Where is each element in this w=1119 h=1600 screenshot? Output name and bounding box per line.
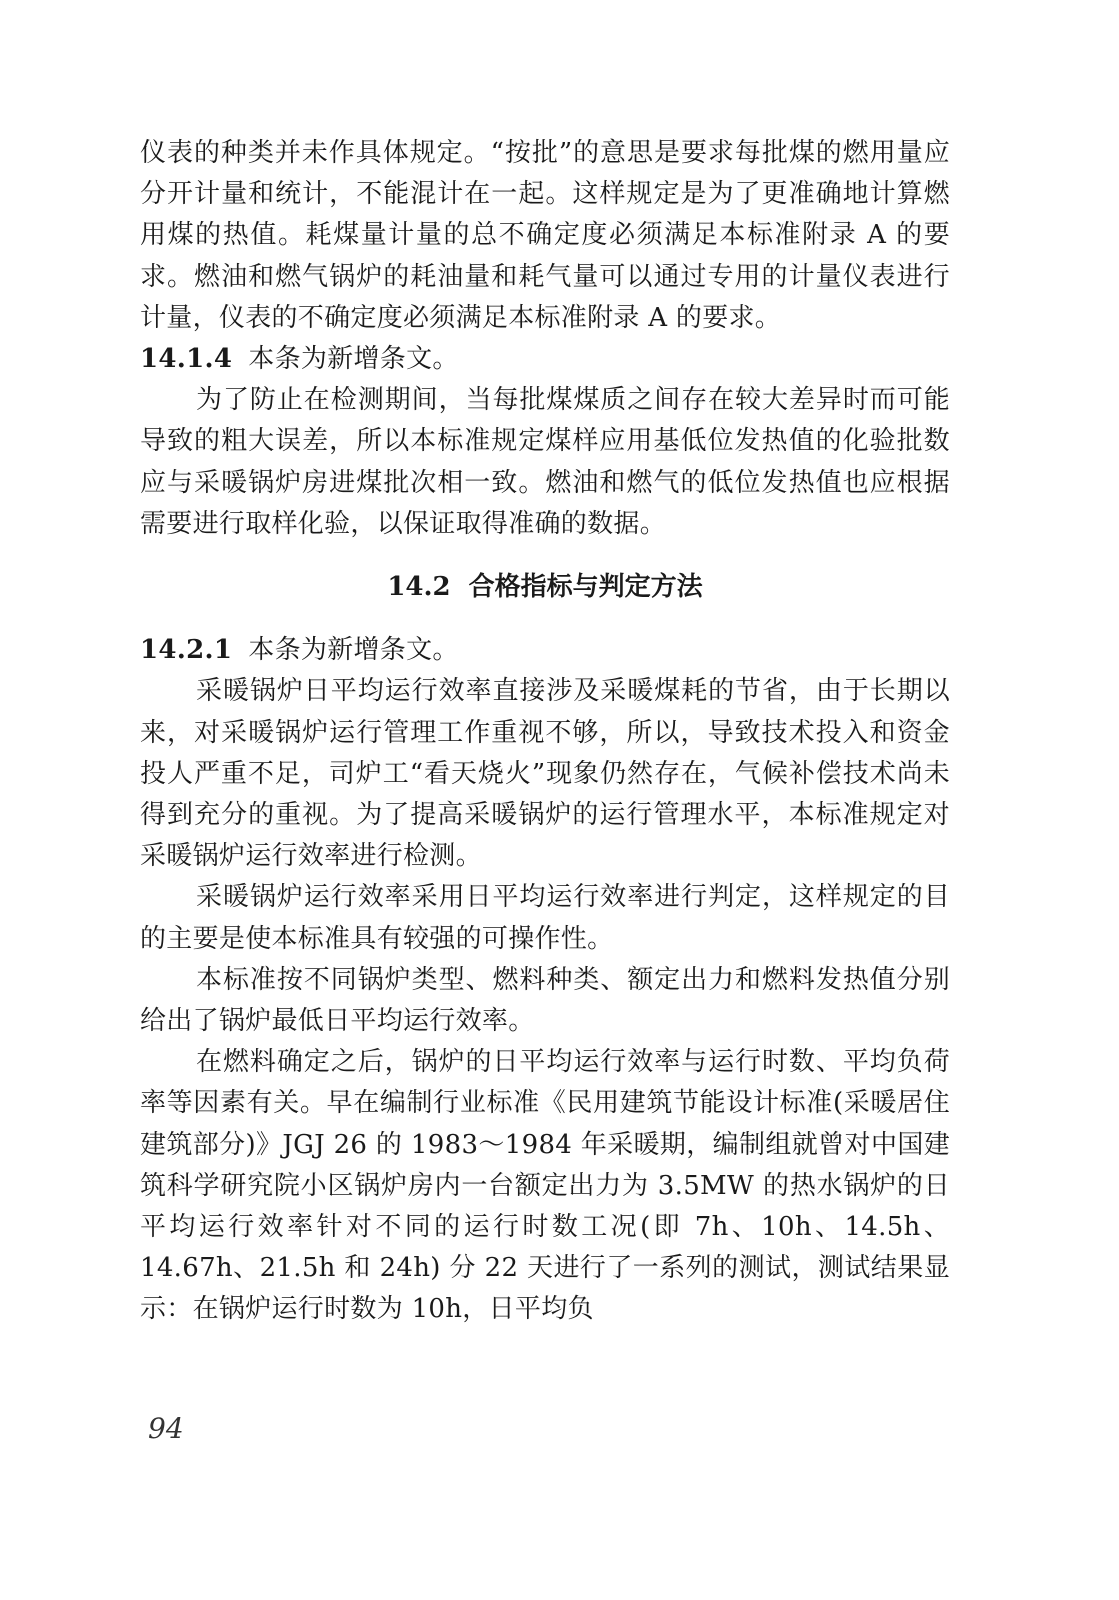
clause-number: 14.2.1	[140, 635, 233, 666]
page-number: 94	[148, 1412, 184, 1445]
page-body	[140, 133, 950, 1331]
section-heading	[140, 567, 950, 608]
clause-text: 本条为新增条文。	[248, 344, 459, 375]
paragraph-boiler-efficiency: 采暖锅炉日平均运行效率直接涉及采暖煤耗的节省，由于长期以来，对采暖锅炉运行管理工作重视不够，所以，导致技术投入和资金投人严重不足，司炉工“看天烧火”现象仍然存在，气候补偿技术尚未得到充分的重视。为了提高采暖锅炉的运行管理水平，本标准规定对采暖锅炉运行效率进行检测。	[140, 676, 950, 872]
clause-14-2-1	[140, 630, 950, 671]
paragraph-test-history: 在燃料确定之后，锅炉的日平均运行效率与运行时数、平均负荷率等因素有关。早在编制行业标准《民用建筑节能设计标准(采暖居住建筑部分)》JGJ 26 的 1983～1984 年采暖期，编制组就曾对中国建筑科学研究院小区锅炉房内一台额定出力为 3.5MW 的热水锅炉的日平均运行效率针对不同的运行时数工况(即 7h、10h、14.5h、14.67h、21.5h 和 24h) 分 22 天进行了一系列的测试，测试结果显示：在锅炉运行时数为 10h，日平均负	[140, 1047, 950, 1325]
clause-text: 本条为新增条文。	[248, 635, 459, 666]
paragraph-daily-average: 采暖锅炉运行效率采用日平均运行效率进行判定，这样规定的目的主要是使本标准具有较强的可操作性。	[140, 882, 950, 954]
section-number: 14.2	[387, 572, 451, 603]
paragraph-minimum-efficiency: 本标准按不同锅炉类型、燃料种类、额定出力和燃料发热值分别给出了锅炉最低日平均运行效率。	[140, 964, 950, 1037]
clause-number: 14.1.4	[140, 344, 233, 375]
clause-14-1-4	[140, 339, 950, 380]
paragraph-measurement-error: 为了防止在检测期间，当每批煤煤质之间存在较大差异时而可能导致的粗大误差，所以本标准规定煤样应用基低位发热值的化验批数应与采暖锅炉房进煤批次相一致。燃油和燃气的低位发热值也应根据需要进行取样化验，以保证取得准确的数据。	[140, 385, 950, 539]
section-title: 合格指标与判定方法	[468, 572, 703, 603]
paragraph-continued: 仪表的种类并未作具体规定。“按批”的意思是要求每批煤的燃用量应分开计量和统计，不能混计在一起。这样规定是为了更准确地计算燃用煤的热值。耗煤量计量的总不确定度必须满足本标准附录 A 的要求。燃油和燃气锅炉的耗油量和耗气量可以通过专用的计量仪表进行计量，仪表的不确定度必须满足本标准附录 A 的要求。	[140, 138, 950, 333]
